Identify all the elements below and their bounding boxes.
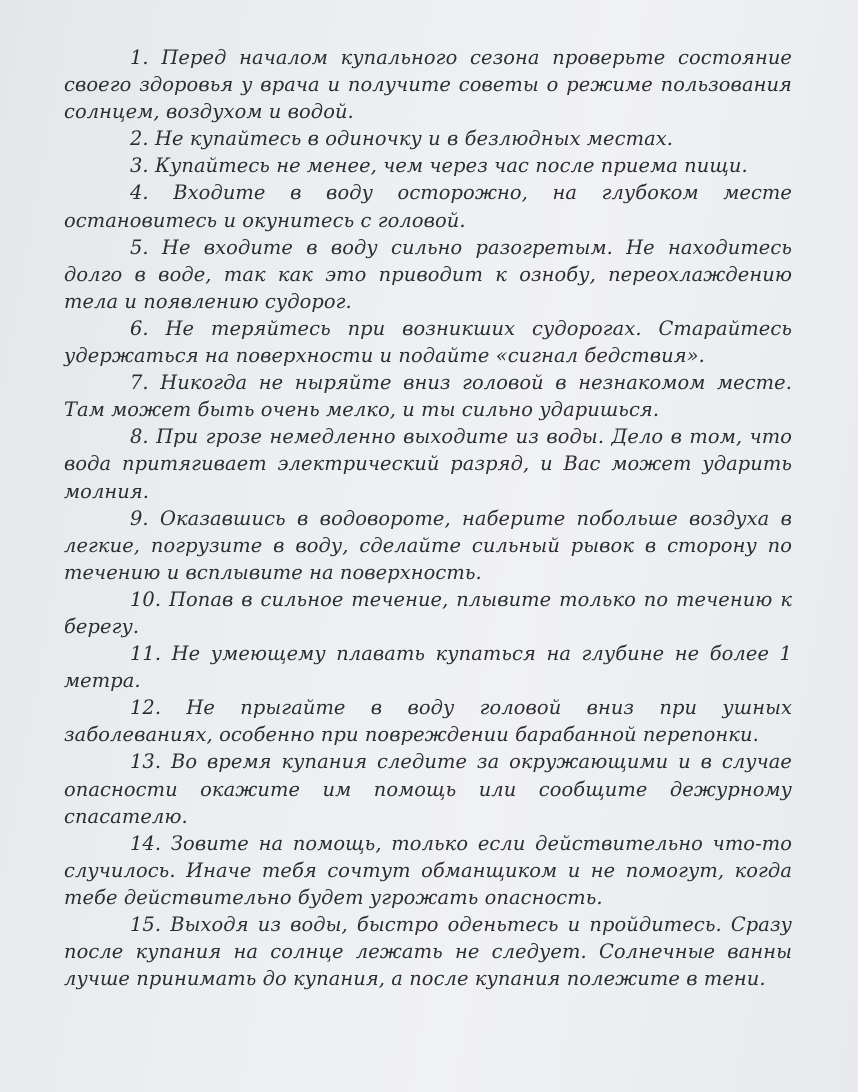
rule-item-1: 1. Перед началом купального сезона проверьте состояние своего здоровья у врача и получите советы о режиме пользования солнцем, воздухом и водой.: [64, 46, 792, 124]
rule-item-13: 13. Во время купания следите за окружающими и в случае опасности окажите им помощь или сообщите дежурному спасателю.: [64, 750, 792, 828]
rule-item-3: 3. Купайтесь не менее, чем через час после приема пищи.: [130, 154, 748, 178]
rule-item-5: 5. Не входите в воду сильно разогретым. Не находитесь долго в воде, так как это приводит к ознобу, переохлаждению тела и появлению судорог.: [64, 235, 792, 313]
rules-list: [64, 44, 792, 992]
rule-item-8: 8. При грозе немедленно выходите из воды. Дело в том, что вода притягивает электрический разряд, и Вас может ударить молния.: [64, 425, 792, 503]
rule-item-7: 7. Никогда не ныряйте вниз головой в незнакомом месте. Там может быть очень мелко, и ты сильно ударишься.: [64, 371, 792, 422]
rule-item-9: 9. Оказавшись в водовороте, наберите побольше воздуха в легкие, погрузите в воду, сделайте сильный рывок в сторону по течению и всплывите на поверхность.: [64, 506, 792, 584]
rule-item-6: 6. Не теряйтесь при возникших судорогах. Старайтесь удержаться на поверхности и подайте «сигнал бедствия».: [64, 316, 792, 368]
rule-item-12: 12. Не прыгайте в воду головой вниз при ушных заболеваниях, особенно при повреждении барабанной перепонки.: [64, 696, 792, 747]
rule-item-11: 11. Не умеющему плавать купаться на глубине не более 1 метра.: [64, 642, 792, 693]
rule-item-10: 10. Попав в сильное течение, плывите только по течению к берегу.: [64, 587, 792, 638]
rule-item-2: 2. Не купайтесь в одиночку и в безлюдных местах.: [130, 127, 674, 151]
rule-item-4: 4. Входите в воду осторожно, на глубоком месте остановитесь и окунитесь с головой.: [64, 181, 792, 232]
rule-item-14: 14. Зовите на помощь, только если действительно что-то случилось. Иначе тебя сочтут обманщиком и не помогут, когда тебе действительно будет угрожать опасность.: [64, 831, 792, 909]
rule-item-15: 15. Выходя из воды, быстро оденьтесь и пройдитесь. Сразу после купания на солнце лежать не следует. Солнечные ванны лучше принимать до купания, а после купания полежите в тени.: [64, 913, 792, 991]
